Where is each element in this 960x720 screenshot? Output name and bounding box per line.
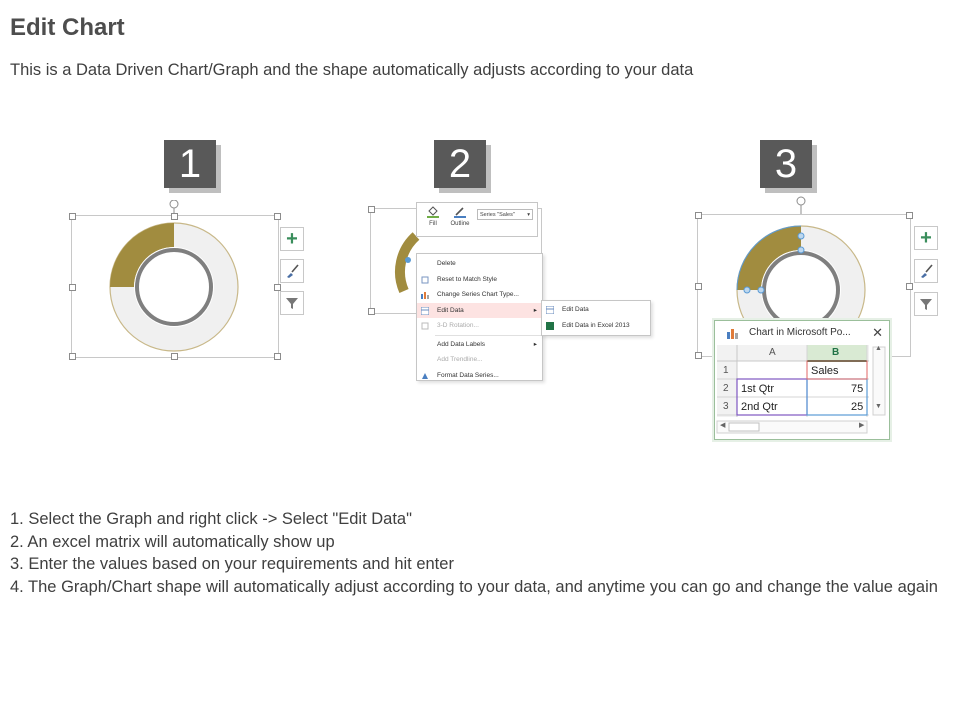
chart-styles-button[interactable] <box>280 259 304 283</box>
plus-icon: + <box>920 227 932 249</box>
series-point-handle <box>798 233 804 239</box>
menu-item-add-data-labels[interactable]: Add Data Labels ▸ <box>417 337 542 353</box>
outline-button[interactable]: Outline <box>447 205 473 234</box>
step-badge-3: 3 <box>760 140 812 188</box>
row-number[interactable]: 2 <box>723 383 729 394</box>
chevron-down-icon: ▾ <box>527 212 530 218</box>
resize-handle[interactable] <box>171 353 178 360</box>
filter-icon <box>918 296 934 312</box>
resize-handle[interactable] <box>274 284 281 291</box>
series-point-handle <box>758 287 764 293</box>
resize-handle[interactable] <box>69 284 76 291</box>
resize-handle[interactable] <box>906 283 913 290</box>
table-icon <box>546 306 554 314</box>
menu-item-reset-style[interactable]: Reset to Match Style <box>417 272 542 288</box>
donut-hole <box>134 247 214 327</box>
excel-title-bar[interactable] <box>715 321 889 345</box>
context-menu <box>416 253 543 381</box>
cell-b3[interactable]: 25 <box>851 401 864 413</box>
edit-data-submenu <box>541 300 651 336</box>
page-subtitle: This is a Data Driven Chart/Graph and the shape automatically adjusts according to your data <box>10 61 694 79</box>
menu-item-format-data-series[interactable]: Format Data Series... <box>417 368 542 384</box>
resize-handle[interactable] <box>695 283 702 290</box>
menu-item-delete[interactable]: Delete <box>437 260 456 267</box>
format-series-icon <box>421 372 429 380</box>
menu-item-change-chart-type[interactable]: Change Series Chart Type... <box>417 287 542 303</box>
reset-style-icon <box>421 276 429 284</box>
resize-handle[interactable] <box>695 352 702 359</box>
chart-panel-2[interactable] <box>364 196 664 386</box>
cell-b2[interactable]: 75 <box>851 383 864 395</box>
step-3: 3. Enter the values based on your requirements and hit enter <box>10 555 454 573</box>
pen-icon <box>453 205 467 219</box>
resize-handle[interactable] <box>69 353 76 360</box>
column-header-a[interactable]: A <box>769 347 776 358</box>
cell-a3[interactable]: 2nd Qtr <box>741 401 778 413</box>
chart-icon <box>727 327 739 339</box>
mini-toolbar <box>416 202 538 237</box>
fill-button[interactable]: Fill <box>421 205 445 234</box>
series-point-handle <box>744 287 750 293</box>
series-selector[interactable]: Series "Sales" ▾ <box>477 209 533 220</box>
series-point-handle <box>798 247 804 253</box>
scroll-right-icon[interactable]: ▶ <box>859 422 865 429</box>
cube-icon <box>421 322 429 330</box>
chart-filters-button[interactable] <box>280 291 304 315</box>
excel-title: Chart in Microsoft Po... <box>749 327 851 338</box>
cell-a2[interactable]: 1st Qtr <box>741 383 775 395</box>
scroll-left-icon[interactable]: ◀ <box>720 422 726 429</box>
bar-chart-icon <box>421 291 429 299</box>
scroll-down-icon[interactable]: ▼ <box>875 403 882 410</box>
instructions <box>10 508 950 598</box>
submenu-item-edit-data[interactable]: Edit Data <box>542 302 650 318</box>
menu-item-add-trendline: Add Trendline... <box>437 356 483 363</box>
plus-icon: + <box>286 228 298 250</box>
chart-styles-button[interactable] <box>914 259 938 283</box>
row-number[interactable]: 1 <box>723 365 729 376</box>
resize-handle[interactable] <box>171 213 178 220</box>
submenu-arrow-icon: ▸ <box>533 306 537 314</box>
resize-handle[interactable] <box>695 212 702 219</box>
step-4: 4. The Graph/Chart shape will automatically adjust according to your data, and anytime you can go and change the value again <box>10 577 938 596</box>
excel-icon <box>546 322 554 330</box>
close-icon[interactable]: ✕ <box>872 325 883 340</box>
brush-icon <box>284 263 300 279</box>
step-1: 1. Select the Graph and right click -> Select "Edit Data" <box>10 510 412 528</box>
brush-icon <box>918 263 934 279</box>
donut-hole <box>761 250 841 330</box>
chart-filters-button[interactable] <box>914 292 938 316</box>
resize-handle[interactable] <box>69 213 76 220</box>
excel-data-window[interactable] <box>714 320 890 440</box>
filter-icon <box>284 295 300 311</box>
menu-separator <box>435 335 542 336</box>
resize-handle[interactable] <box>906 212 913 219</box>
rotate-handle-icon[interactable] <box>797 197 805 214</box>
menu-item-3d-rotation: 3-D Rotation... <box>417 318 542 334</box>
chart-elements-button[interactable] <box>914 226 938 250</box>
step-badge-1: 1 <box>164 140 216 188</box>
row-number[interactable]: 3 <box>723 401 729 412</box>
cell-b1[interactable]: Sales <box>811 365 839 377</box>
resize-handle[interactable] <box>274 353 281 360</box>
resize-handle[interactable] <box>274 213 281 220</box>
page-title: Edit Chart <box>10 14 125 41</box>
submenu-arrow-icon: ▸ <box>533 340 537 348</box>
scroll-up-icon[interactable]: ▲ <box>875 345 882 352</box>
menu-item-edit-data[interactable]: Edit Data ▸ <box>417 303 542 319</box>
step-badge-2: 2 <box>434 140 486 188</box>
chart-elements-button[interactable] <box>280 227 304 251</box>
chart-panel-1[interactable] <box>64 200 314 370</box>
column-header-b[interactable]: B <box>832 347 840 358</box>
step-2: 2. An excel matrix will automatically show up <box>10 532 335 551</box>
submenu-item-edit-in-excel[interactable]: Edit Data in Excel 2013 <box>542 318 650 334</box>
resize-handle[interactable] <box>368 308 375 315</box>
paint-bucket-icon <box>426 205 440 219</box>
table-icon <box>421 307 429 315</box>
